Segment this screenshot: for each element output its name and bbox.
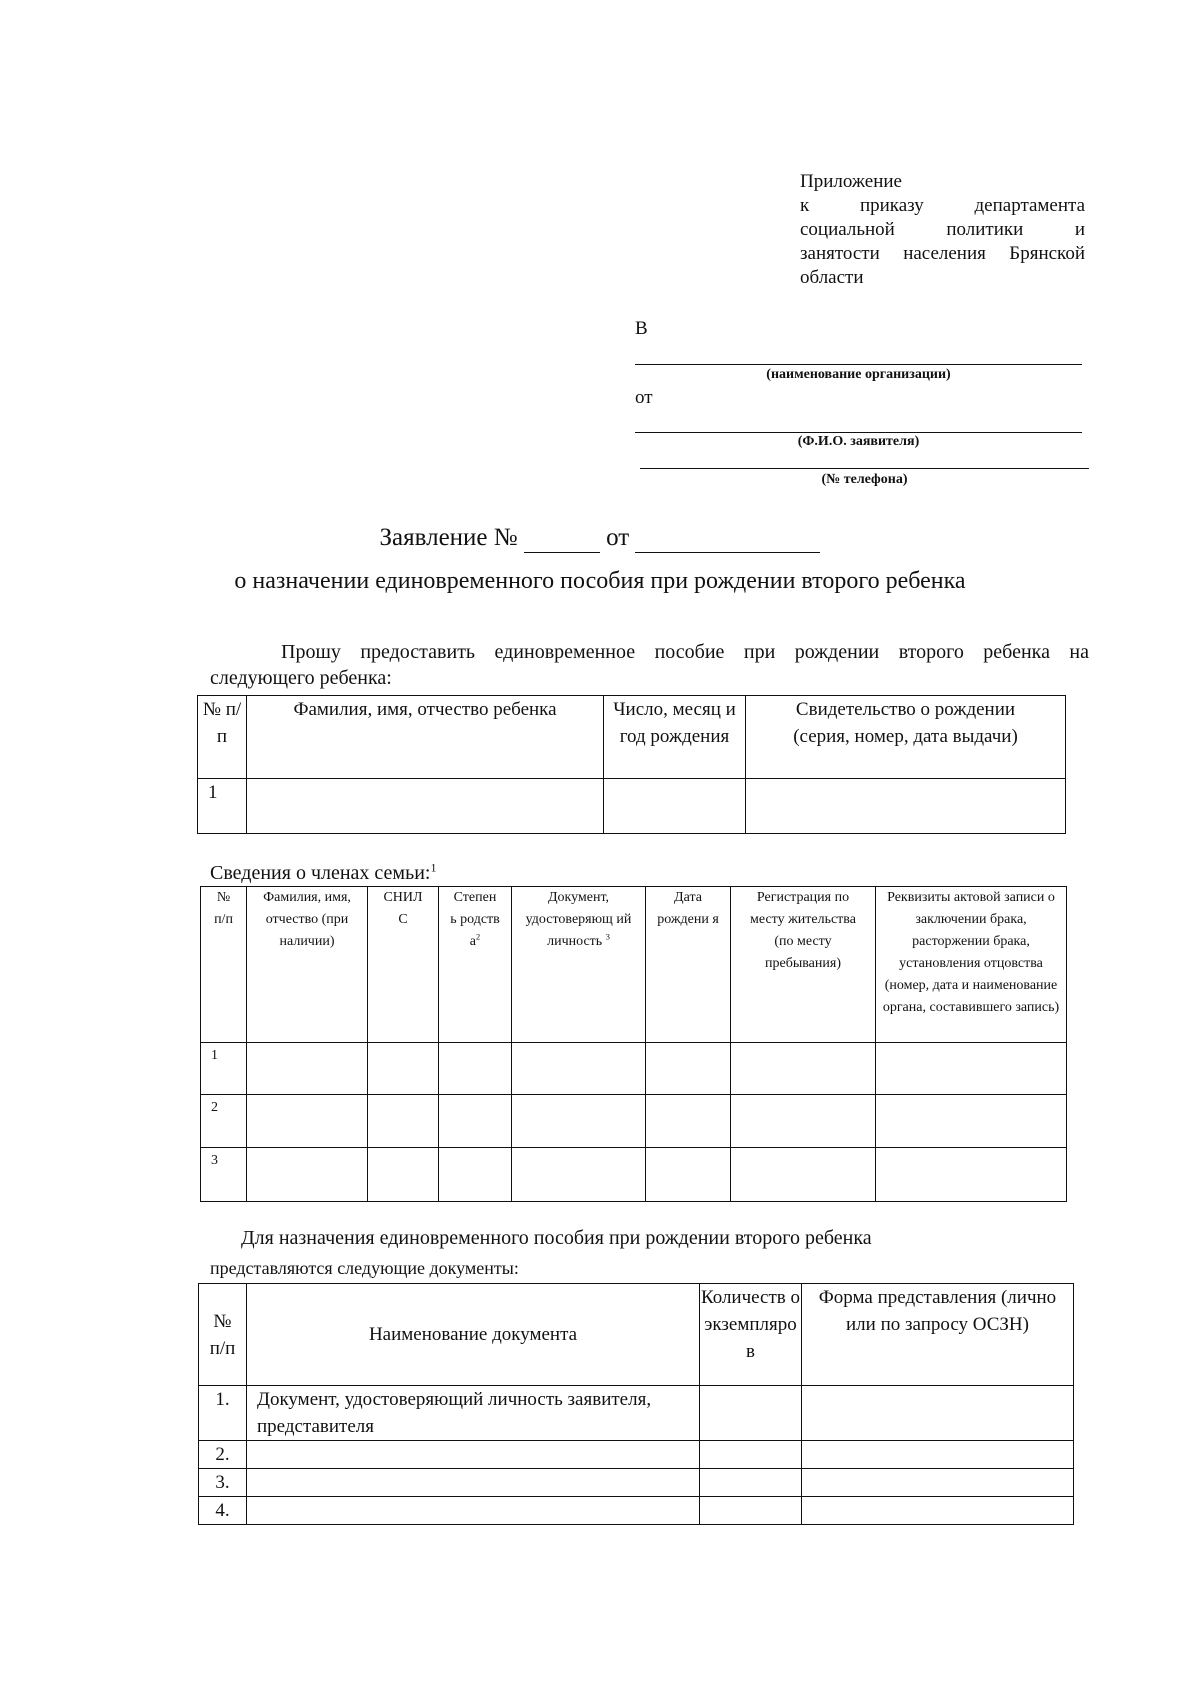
header-civil-record: Реквизиты актовой записи о заключении брака, расторжении брака, установления отцовства (номер, дата и наименование органа, составившего запись) xyxy=(876,887,1067,1043)
header-number: № п/ п xyxy=(198,696,247,779)
header-document-name: Наименование документа xyxy=(247,1284,700,1386)
table-row xyxy=(199,1386,1074,1441)
submission-form-cell[interactable] xyxy=(802,1441,1074,1469)
member-document-cell[interactable] xyxy=(512,1148,646,1202)
applicant-caption: (Ф.И.О. заявителя) xyxy=(797,434,920,449)
header-kinship xyxy=(439,887,512,1043)
header-number: № п/п xyxy=(201,887,247,1043)
header-snils: СНИЛ С xyxy=(368,887,439,1043)
children-table-header xyxy=(198,696,1066,779)
document-name-cell[interactable]: Документ, удостоверяющий личность заявителя, представителя xyxy=(247,1386,700,1441)
member-name-cell[interactable] xyxy=(247,1095,368,1148)
member-snils-cell[interactable] xyxy=(368,1043,439,1095)
request-line-1: Прошу предоставить единовременное пособие при рождении второго ребенка на xyxy=(281,641,1089,663)
children-table xyxy=(197,695,1066,834)
table-row xyxy=(198,779,1066,834)
row-number: 3 xyxy=(201,1148,247,1202)
family-heading xyxy=(210,862,436,885)
member-name-cell[interactable] xyxy=(247,1043,368,1095)
row-number: 2 xyxy=(201,1095,247,1148)
row-number: 4. xyxy=(199,1497,247,1525)
table-row xyxy=(199,1469,1074,1497)
header-number: № п/п xyxy=(199,1284,247,1386)
documents-intro-line-2: представляются следующие документы: xyxy=(210,1258,519,1278)
document-name-cell[interactable] xyxy=(247,1441,700,1469)
row-number: 3. xyxy=(199,1469,247,1497)
appendix-block xyxy=(800,170,1085,290)
header-identity-document xyxy=(512,887,646,1043)
member-registration-cell[interactable] xyxy=(731,1043,876,1095)
kinship-footnote: 2 xyxy=(476,932,481,942)
copies-count-cell[interactable] xyxy=(700,1386,802,1441)
header-identity-document-text: Документ, удостоверяющ ий личность xyxy=(525,890,632,949)
appendix-line-4: занятости населения Брянской xyxy=(800,243,1085,264)
phone-caption: (№ телефона) xyxy=(821,472,908,487)
identity-document-footnote: 3 xyxy=(605,932,610,942)
member-civil-record-cell[interactable] xyxy=(876,1095,1067,1148)
header-birth-certificate: Свидетельство о рождении (серия, номер, дата выдачи) xyxy=(746,696,1066,779)
header-submission-form: Форма представления (лично или по запросу ОСЗН) xyxy=(802,1284,1074,1386)
document-subtitle: о назначении единовременного пособия при рождении второго ребенка xyxy=(234,568,966,594)
header-kinship-text: Степен ь родств а xyxy=(450,890,500,949)
child-name-cell[interactable] xyxy=(247,779,604,834)
phone-line[interactable] xyxy=(640,468,1089,469)
appendix-line-3: социальной политики и xyxy=(800,219,1085,240)
application-number-blank[interactable] xyxy=(524,524,600,553)
documents-intro-line-1: Для назначения единовременного пособия при рождении второго ребенка xyxy=(241,1227,872,1249)
application-date-blank[interactable] xyxy=(635,524,820,553)
member-kinship-cell[interactable] xyxy=(439,1148,512,1202)
from-label: от xyxy=(635,387,653,408)
request-paragraph xyxy=(210,639,1089,691)
copies-count-cell[interactable] xyxy=(700,1497,802,1525)
member-kinship-cell[interactable] xyxy=(439,1095,512,1148)
child-certificate-cell[interactable] xyxy=(746,779,1066,834)
row-number: 1 xyxy=(198,779,247,834)
header-member-birth-date: Дата рождени я xyxy=(646,887,731,1043)
table-row xyxy=(199,1441,1074,1469)
member-document-cell[interactable] xyxy=(512,1043,646,1095)
member-document-cell[interactable] xyxy=(512,1095,646,1148)
row-number: 1 xyxy=(201,1043,247,1095)
submission-form-cell[interactable] xyxy=(802,1386,1074,1441)
copies-count-cell[interactable] xyxy=(700,1441,802,1469)
document-name-cell[interactable] xyxy=(247,1469,700,1497)
table-row xyxy=(201,1095,1067,1148)
table-row xyxy=(201,1148,1067,1202)
member-birth-date-cell[interactable] xyxy=(646,1043,731,1095)
copies-count-cell[interactable] xyxy=(700,1469,802,1497)
to-label: В xyxy=(635,318,648,339)
header-member-name: Фамилия, имя, отчество (при наличии) xyxy=(247,887,368,1043)
member-civil-record-cell[interactable] xyxy=(876,1043,1067,1095)
appendix-line-1: Приложение xyxy=(800,171,902,192)
family-heading-footnote: 1 xyxy=(430,860,437,875)
submission-form-cell[interactable] xyxy=(802,1497,1074,1525)
member-kinship-cell[interactable] xyxy=(439,1043,512,1095)
header-birth-date: Число, месяц и год рождения xyxy=(604,696,746,779)
submission-form-cell[interactable] xyxy=(802,1469,1074,1497)
request-line-2: следующего ребенка: xyxy=(210,667,392,689)
title-middle: от xyxy=(606,524,630,551)
row-number: 2. xyxy=(199,1441,247,1469)
member-snils-cell[interactable] xyxy=(368,1148,439,1202)
applicant-name-line[interactable] xyxy=(635,432,1082,433)
org-name-line[interactable] xyxy=(635,364,1082,365)
table-row xyxy=(199,1497,1074,1525)
documents-table xyxy=(198,1283,1074,1525)
family-heading-text: Сведения о членах семьи: xyxy=(210,862,431,884)
child-birth-date-cell[interactable] xyxy=(604,779,746,834)
member-registration-cell[interactable] xyxy=(731,1095,876,1148)
member-birth-date-cell[interactable] xyxy=(646,1148,731,1202)
title-prefix: Заявление № xyxy=(379,524,518,551)
appendix-line-5: области xyxy=(800,267,864,288)
member-civil-record-cell[interactable] xyxy=(876,1148,1067,1202)
member-name-cell[interactable] xyxy=(247,1148,368,1202)
header-registration: Регистрация по месту жительства (по месту пребывания) xyxy=(731,887,876,1043)
family-table-header xyxy=(201,887,1067,1043)
member-birth-date-cell[interactable] xyxy=(646,1095,731,1148)
row-number: 1. xyxy=(199,1386,247,1441)
documents-table-header xyxy=(199,1284,1074,1386)
header-child-name: Фамилия, имя, отчество ребенка xyxy=(247,696,604,779)
table-row xyxy=(201,1043,1067,1095)
member-snils-cell[interactable] xyxy=(368,1095,439,1148)
member-registration-cell[interactable] xyxy=(731,1148,876,1202)
document-title xyxy=(0,524,1200,553)
appendix-line-2: к приказу департамента xyxy=(800,195,1085,216)
header-copies-count: Количеств о экземпляро в xyxy=(700,1284,802,1386)
org-caption: (наименование организации) xyxy=(766,367,951,382)
document-name-cell[interactable] xyxy=(247,1497,700,1525)
family-table xyxy=(200,886,1067,1202)
